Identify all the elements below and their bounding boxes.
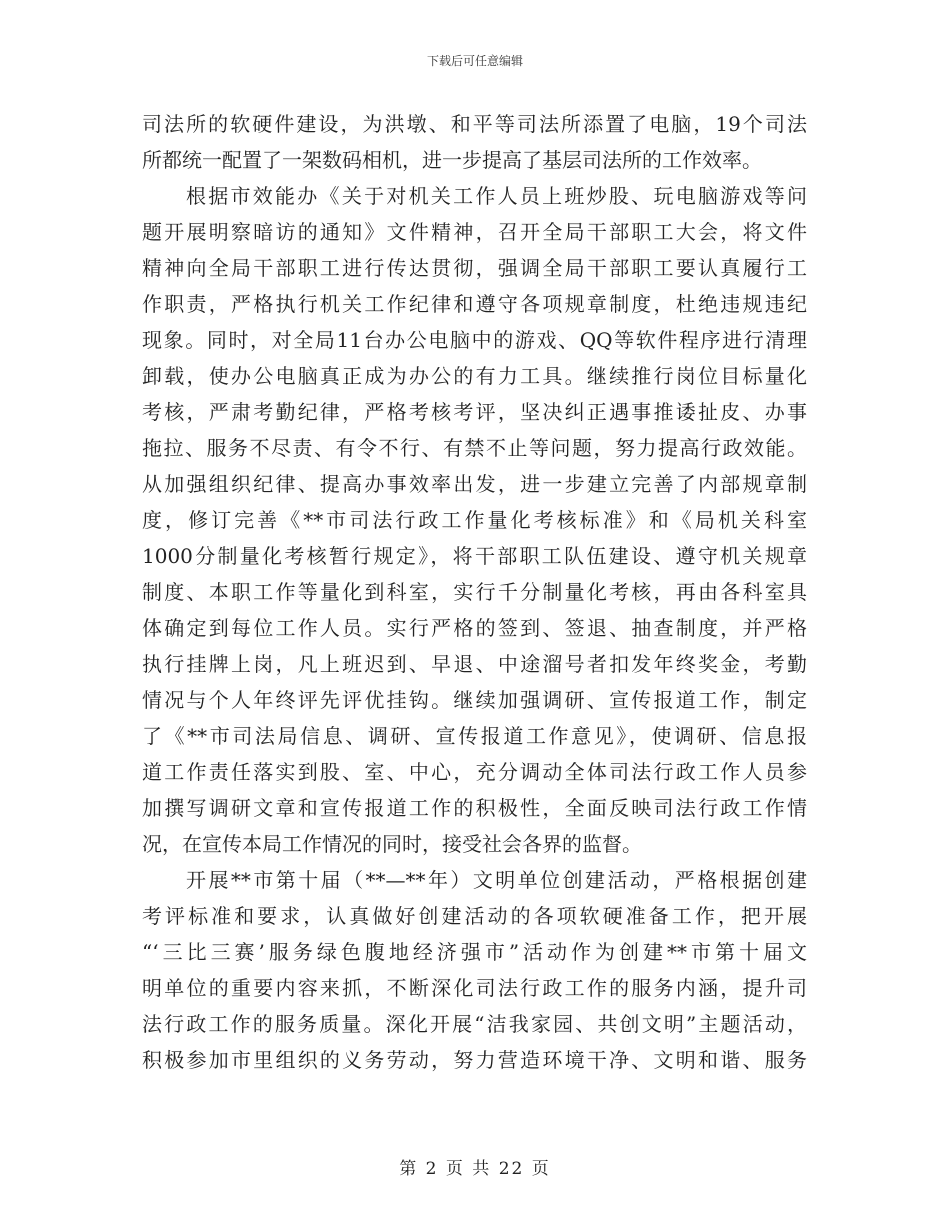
text-line: 考核，严肃考勤纪律，严格考核考评，坚决纠正遇事推诿扯皮、办事 <box>142 400 807 424</box>
text-line: 制度、本职工作等量化到科室，实行千分制量化考核，再由各科室具 <box>142 580 807 604</box>
text-line: “‘三比三赛’服务绿色腹地经济强市”活动作为创建**市第十届文 <box>142 940 807 964</box>
text-line: 况，在宣传本局工作情况的同时，接受社会各界的监督。 <box>142 832 642 856</box>
text-line: 精神向全局干部职工进行传达贯彻，强调全局干部职工要认真履行工 <box>142 256 807 280</box>
text-line: 根据市效能办《关于对机关工作人员上班炒股、玩电脑游戏等问 <box>186 184 807 208</box>
text-line: 法行政工作的服务质量。深化开展“洁我家园、共创文明”主题活动， <box>142 1012 807 1036</box>
text-line: 1000分制量化考核暂行规定》，将干部职工队伍建设、遵守机关规章 <box>142 544 807 568</box>
page-number-footer: 第 2 页 共 22 页 <box>399 1159 551 1179</box>
text-line: 考评标准和要求，认真做好创建活动的各项软硬准备工作，把开展 <box>142 904 807 928</box>
page-header: 下载后可任意编辑 <box>426 54 523 68</box>
text-line: 积极参加市里组织的义务劳动，努力营造环境干净、文明和谐、服务 <box>142 1048 807 1072</box>
text-line: 了《**市司法局信息、调研、宣传报道工作意见》，使调研、信息报 <box>142 724 807 748</box>
text-line: 情况与个人年终评先评优挂钩。继续加强调研、宣传报道工作，制定 <box>142 688 807 712</box>
text-line: 司法所的软硬件建设，为洪墩、和平等司法所添置了电脑，19个司法 <box>142 112 807 136</box>
text-line: 题开展明察暗访的通知》文件精神，召开全局干部职工大会，将文件 <box>142 220 807 244</box>
text-line: 拖拉、服务不尽责、有令不行、有禁不止等问题，努力提高行政效能。 <box>142 436 807 460</box>
text-line: 明单位的重要内容来抓，不断深化司法行政工作的服务内涵，提升司 <box>142 976 807 1000</box>
text-line: 从加强组织纪律、提高办事效率出发，进一步建立完善了内部规章制 <box>142 472 807 496</box>
text-line: 体确定到每位工作人员。实行严格的签到、签退、抽查制度，并严格 <box>142 616 807 640</box>
text-line: 现象。同时，对全局11台办公电脑中的游戏、QQ等软件程序进行清理 <box>142 328 807 352</box>
text-line: 开展**市第十届（**—**年）文明单位创建活动，严格根据创建 <box>186 868 807 892</box>
text-line: 执行挂牌上岗，凡上班迟到、早退、中途溜号者扣发年终奖金，考勤 <box>142 652 807 676</box>
body-text <box>142 106 807 1078</box>
text-line: 作职责，严格执行机关工作纪律和遵守各项规章制度，杜绝违规违纪 <box>142 292 807 316</box>
text-line: 道工作责任落实到股、室、中心，充分调动全体司法行政工作人员参 <box>142 760 807 784</box>
text-line: 所都统一配置了一架数码相机，进一步提高了基层司法所的工作效率。 <box>142 148 762 172</box>
text-line: 加撰写调研文章和宣传报道工作的积极性，全面反映司法行政工作情 <box>142 796 807 820</box>
text-line: 度，修订完善《**市司法行政工作量化考核标准》和《局机关科室 <box>142 508 807 532</box>
text-line: 卸载，使办公电脑真正成为办公的有力工具。继续推行岗位目标量化 <box>142 364 807 388</box>
